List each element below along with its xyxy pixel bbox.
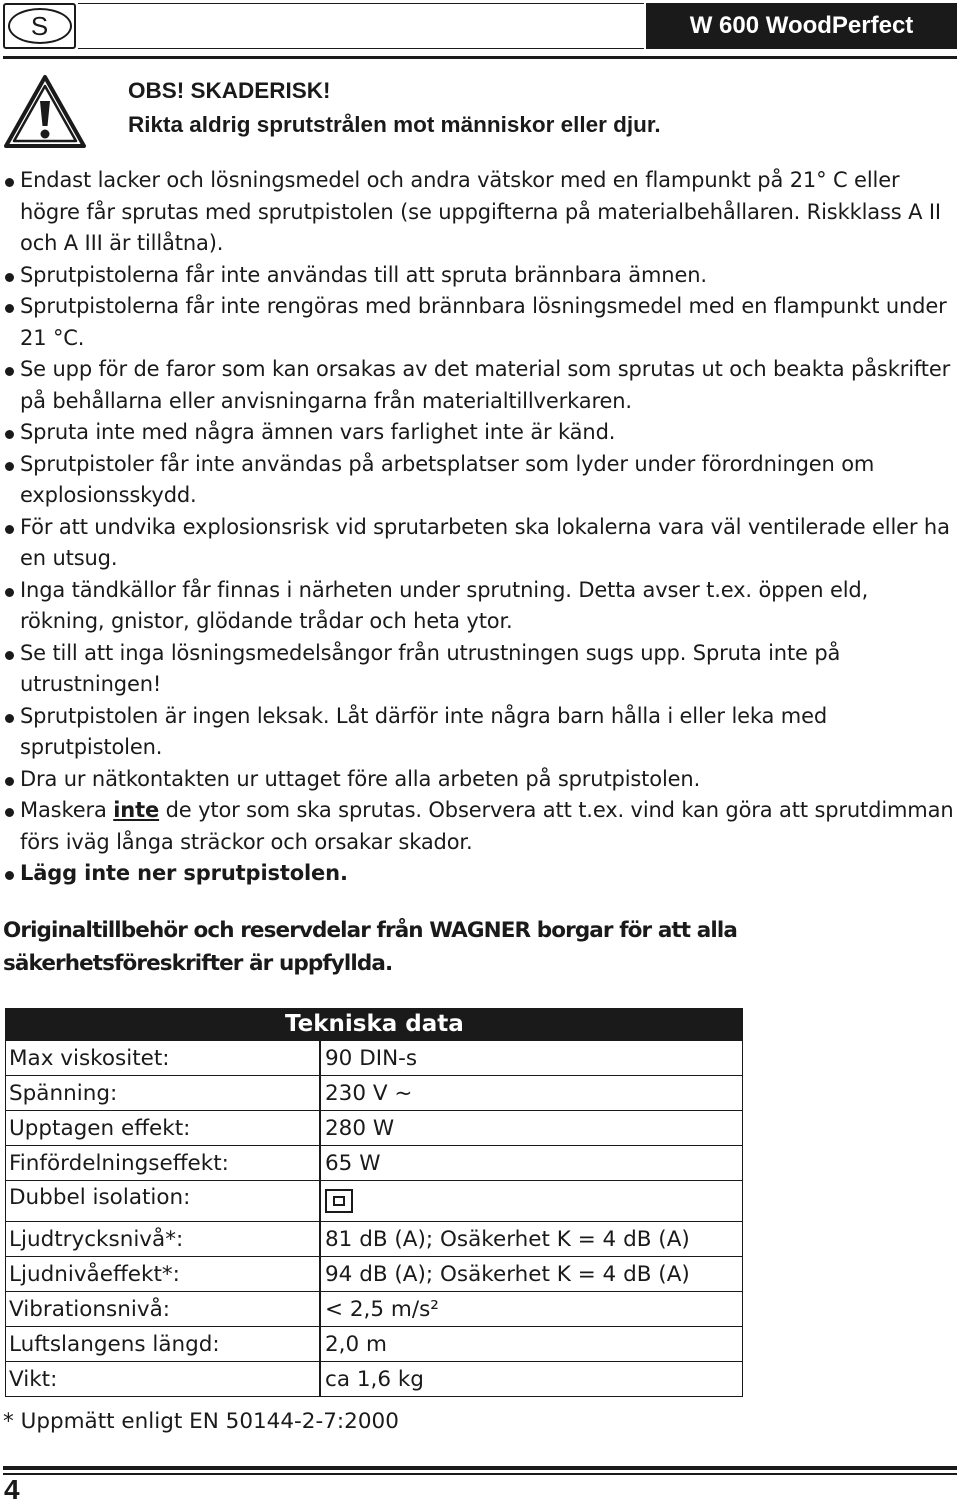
spec-label: Finfördelningseffekt:	[9, 1150, 229, 1176]
spec-value: ca 1,6 kg	[325, 1366, 424, 1392]
page-number: 4	[4, 1474, 20, 1505]
list-item: Dra ur nätkontakten ur uttaget före alla arbeten på sprutpistolen.	[3, 764, 957, 796]
footer-rule-thin	[3, 1473, 957, 1475]
language-badge	[3, 3, 76, 49]
spec-table-title: Tekniska data	[285, 1011, 464, 1037]
table-row	[5, 1111, 743, 1146]
spec-label: Vibrationsnivå:	[9, 1296, 170, 1322]
list-item: Endast lacker och lösningsmedel och andra vätskor med en flampunkt på 21° C eller högre får sprutas med sprutpistolen (se uppgifterna på materialbehållaren. Riskklass A II och A III är tillåtna).	[3, 165, 957, 260]
spec-table-header	[5, 1008, 743, 1041]
mask-text-after: de ytor som ska sprutas. Observera att t.ex. vind kan göra att sprutdimman förs iväg långa sträckor och orsakar skador.	[20, 798, 954, 854]
spec-label: Luftslangens längd:	[9, 1331, 220, 1357]
list-item: Spruta inte med några ämnen vars farlighet inte är känd.	[3, 417, 957, 449]
table-row	[5, 1076, 743, 1111]
list-item: Sprutpistolen är ingen leksak. Låt därför inte några barn hålla i eller leka med sprutpistolen.	[3, 701, 957, 764]
spec-label: Upptagen effekt:	[9, 1115, 191, 1141]
table-row	[5, 1146, 743, 1181]
spec-label: Ljudtrycksnivå*:	[9, 1226, 184, 1252]
table-row	[5, 1222, 743, 1257]
safety-bullet-list	[3, 165, 957, 890]
top-rule	[3, 56, 957, 59]
list-item: Sprutpistoler får inte användas på arbetsplatser som lyder under förordningen om explosionsskydd.	[3, 449, 957, 512]
mask-text-before: Maskera	[20, 798, 114, 822]
table-row	[5, 1181, 743, 1222]
list-item: Se upp för de faror som kan orsakas av det material som sprutas ut och beakta påskrifter på behållarna eller anvisningarna från materialtillverkaren.	[3, 354, 957, 417]
spec-value: 2,0 m	[325, 1331, 387, 1357]
measurement-footnote: * Uppmätt enligt EN 50144-2-7:2000	[3, 1409, 399, 1434]
table-row	[5, 1041, 743, 1076]
spec-value: 280 W	[325, 1115, 395, 1141]
spec-value: 230 V ~	[325, 1080, 413, 1106]
warning-subtitle: Rikta aldrig sprutstrålen mot människor eller djur.	[128, 112, 661, 137]
list-item: För att undvika explosionsrisk vid sprutarbeten ska lokalerna vara väl ventilerade eller ha en utsug.	[3, 512, 957, 575]
table-row	[5, 1257, 743, 1292]
warning-text	[128, 74, 661, 142]
spec-label: Spänning:	[9, 1080, 118, 1106]
list-item-masking	[3, 795, 957, 858]
spec-value	[325, 1181, 353, 1221]
mask-text-emphasis: inte	[113, 798, 160, 822]
table-row	[5, 1362, 743, 1397]
list-item: Se till att inga lösningsmedelsångor från utrustningen sugs upp. Spruta inte på utrustningen!	[3, 638, 957, 701]
spec-label: Ljudnivåeffekt*:	[9, 1261, 180, 1287]
warning-title: OBS! SKADERISK!	[128, 78, 331, 103]
spec-value: < 2,5 m/s²	[325, 1296, 439, 1322]
product-title: W 600 WoodPerfect	[646, 3, 957, 49]
footer-rule	[3, 1466, 957, 1470]
spec-value: 65 W	[325, 1150, 381, 1176]
spec-label: Dubbel isolation:	[9, 1185, 191, 1210]
list-item-final: Lägg inte ner sprutpistolen.	[3, 858, 957, 890]
table-row	[5, 1327, 743, 1362]
warning-triangle-icon	[3, 74, 87, 150]
accessory-note: Originaltillbehör och reservdelar från WAGNER borgar för att alla säkerhetsföreskrifter är uppfyllda.	[3, 918, 737, 976]
table-row	[5, 1292, 743, 1327]
spec-value: 81 dB (A); Osäkerhet K = 4 dB (A)	[325, 1226, 690, 1252]
spec-label: Vikt:	[9, 1366, 58, 1392]
language-code: S	[8, 8, 72, 44]
spec-value: 90 DIN-s	[325, 1045, 418, 1071]
spec-label: Max viskositet:	[9, 1045, 170, 1071]
spec-value: 94 dB (A); Osäkerhet K = 4 dB (A)	[325, 1261, 690, 1287]
list-item: Sprutpistolerna får inte användas till att spruta brännbara ämnen.	[3, 260, 957, 292]
list-item: Inga tändkällor får finnas i närheten under sprutning. Detta avser t.ex. öppen eld, rökning, gnistor, glödande trådar och heta ytor.	[3, 575, 957, 638]
header-divider	[78, 3, 644, 49]
list-item: Sprutpistolerna får inte rengöras med brännbara lösningsmedel med en flampunkt under 21 °C.	[3, 291, 957, 354]
double-insulation-icon	[325, 1189, 353, 1213]
